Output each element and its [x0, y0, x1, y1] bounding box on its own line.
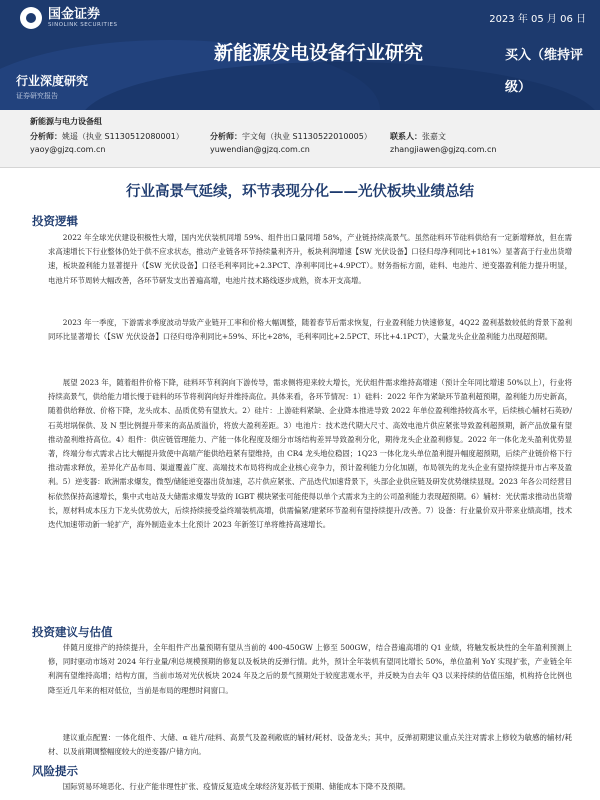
- report-title: 新能源发电设备行业研究: [214, 42, 424, 64]
- section-title-risk: 风险提示: [32, 764, 78, 778]
- risk-paragraph: 国际贸易环境恶化、行业产能非理性扩张、疫情反复造成全球经济复苏低于预期、储能成本下降不及预期。: [62, 782, 411, 791]
- company-logo: [20, 7, 117, 29]
- analyst-name: 姚遥（执业 S1130512080001）: [62, 132, 184, 141]
- analyst-bar: [0, 110, 600, 168]
- report-subtitle: 证券研究报告: [16, 92, 58, 100]
- logo-chinese-name: 国金证券: [48, 6, 101, 22]
- analyst-role: 分析师：: [30, 132, 62, 141]
- logic-paragraph: 2023 年一季度，下游需求季度波动导致产业链开工率和价格大幅调整，随着春节后需求恢复，行业盈利能力快速修复，4Q22 盈利基数较低的背景下盈利同环比显著增长（【SW 光伏设备】口径归母净利同比+59%、环比+28%，毛利率同比+2.5PCT、环比+4.1PCT），大量龙头企业盈利能力出现超预期。: [48, 318, 572, 342]
- logo-english-name: SINOLINK SECURITIES: [48, 21, 118, 28]
- advice-paragraph: 伴随月度排产的持续提升，全年组件产出量预期有望从当前的 400-450GW 上修至 500GW，结合普遍高增的 Q1 业绩，将触发板块性的全年盈利预测上修，同时驱动市场对 2024 年行业量/利总规模预期的修复以及板块的反弹行情。此外，预计全年装机有望同比增长 50%，单位盈利 YoY 实现扩张，产业链全年利润有望维持高增；结构方面，当前市场对光伏板块 2024 年及之后的景气预期处于较度悲观水平，并反映为自去年 Q3 以来持续的估值压缩，机构持仓比例也降至近几年来的相对低位，当前是布局的理想时间窗口。: [48, 643, 572, 695]
- report-date: 2023 年 05 月 06 日: [489, 14, 586, 25]
- logic-paragraph: 展望 2023 年，随着组件价格下降，硅料环节利润向下游传导，需求侧将迎来较大增长，光伏组件需求维持高增速（预计全年同比增速 50%以上），行业将持续高景气，供给能力增长慢于硅料的环节将利润向好并维持高位。具体来看，各环节情况：1）硅料：2022 年作为紧缺环节盈利超预期，盈利能力历史新高，随着供给释放、价格下降，龙头成本、品质优势有望放大。2）硅片：上游硅料紧缺、企业降本推进导致 2022 年单位盈利维持较高水平，后续核心辅材石英砂/石英坩埚保供、及 N 型比例提升带来的高品质溢价，将放大盈利差距。3）电池片：技术迭代期大尺寸、高效电池片供应紧张导致盈利超预期，新产品放量有望推动盈利维持高位。4）组件：供应链管理能力、产能一体化程度及细分市场结构差异导致盈利分化，期待龙头企业盈利修复。2022 年一体化龙头盈利优势显著，终端分布式需求占比大幅提升致使中高端产能供给趋紧有望维持，由 CR4 龙头地位稳固；1Q23 一体化龙头单位盈利提升幅度超预期，后续产业链价格下行推动需求释放，差异化产品布局、渠道覆盖广度、高端技术布局将构成企业核心竞争力，预计盈利能力分化加剧，布局领先的龙头企业有望持续提升市占率及盈利。5）逆变器：欧洲需求爆发，微型/储能逆变器出货加速，芯片供应紧张、产品迭代加速背景下，头部企业供应链及研发优势继续显现。2023 年各公司经营目标依然保持高速增长，集中式电站及大储需求爆发导致的 IGBT 模块紧张可能使得以单个式需求为主的公司盈利能力表现超预期。6）辅材：光伏需求推动出货增长，原材料成本压力下龙头优势放大，后续持续接受益终端装机高增，供需偏紧/建紧环节盈利有望持续提升/改善。7）设备：行业量价双升带来业绩高增，技术迭代加速带动新一轮扩产，海外制造业本土化预计 2023 年新签订单将维持高速增长。: [48, 378, 572, 530]
- analyst-email[interactable]: yuwendian@gjzq.com.cn: [210, 145, 310, 154]
- industry-group: 新能源与电力设备组: [30, 117, 102, 126]
- sinolink-logo-icon: [20, 7, 42, 29]
- analyst-role: 分析师：: [210, 132, 242, 141]
- contact-role: 联系人：: [390, 132, 422, 141]
- analyst-info: [210, 130, 372, 156]
- contact-info: [390, 130, 496, 156]
- analyst-name: 宇文甸（执业 S1130522010005）: [242, 132, 372, 141]
- report-headline: 行业高景气延续，环节表现分化——光伏板块业绩总结: [126, 184, 474, 200]
- contact-name: 张嘉文: [422, 132, 446, 141]
- analyst-email[interactable]: yaoy@gjzq.com.cn: [30, 145, 106, 154]
- logic-paragraph: 2022 年全球光伏建设积极性大增，国内光伏装机同增 59%、组件出口量同增 58%，产业链持续高景气。虽然硅料环节硅料供给有一定新增释放，但在需求高速增长下行业整体仍处于供不应求状态，推动产业链各环节持续量利齐升，板块利润增速【SW 光伏设备】口径归母净利同比+181%）显著高于行业出货增速，板块盈利能力显著提升（【SW 光伏设备】口径毛利率同比+2.3PCT、净利率同比+4.9PCT）。财务指标方面，硅料、电池片、逆变器盈利能力提升明显，电池片环节周转大幅改善，各环节研发支出普遍高增，电池片技术路线逐步成熟，资本开支高增。: [48, 233, 572, 285]
- report-type: 行业深度研究: [16, 74, 89, 88]
- section-title-investment-logic: 投资逻辑: [32, 214, 78, 228]
- section-title-investment-advice: 投资建议与估值: [32, 625, 113, 639]
- contact-email[interactable]: zhangjiawen@gjzq.com.cn: [390, 145, 497, 154]
- advice-paragraph: 建议重点配置：一体化组件、大储、α 硅片/硅料、高景气及盈利敞底的辅材/耗材、设备龙头；其中，反弹初期建议重点关注对需求上修较为敏感的辅材/耗材、以及前期调整幅度较大的逆变器/户储方向。: [48, 733, 572, 757]
- rating-badge: 买入（维持评级）: [505, 48, 584, 95]
- analyst-info: [30, 130, 184, 156]
- report-banner: [0, 0, 600, 110]
